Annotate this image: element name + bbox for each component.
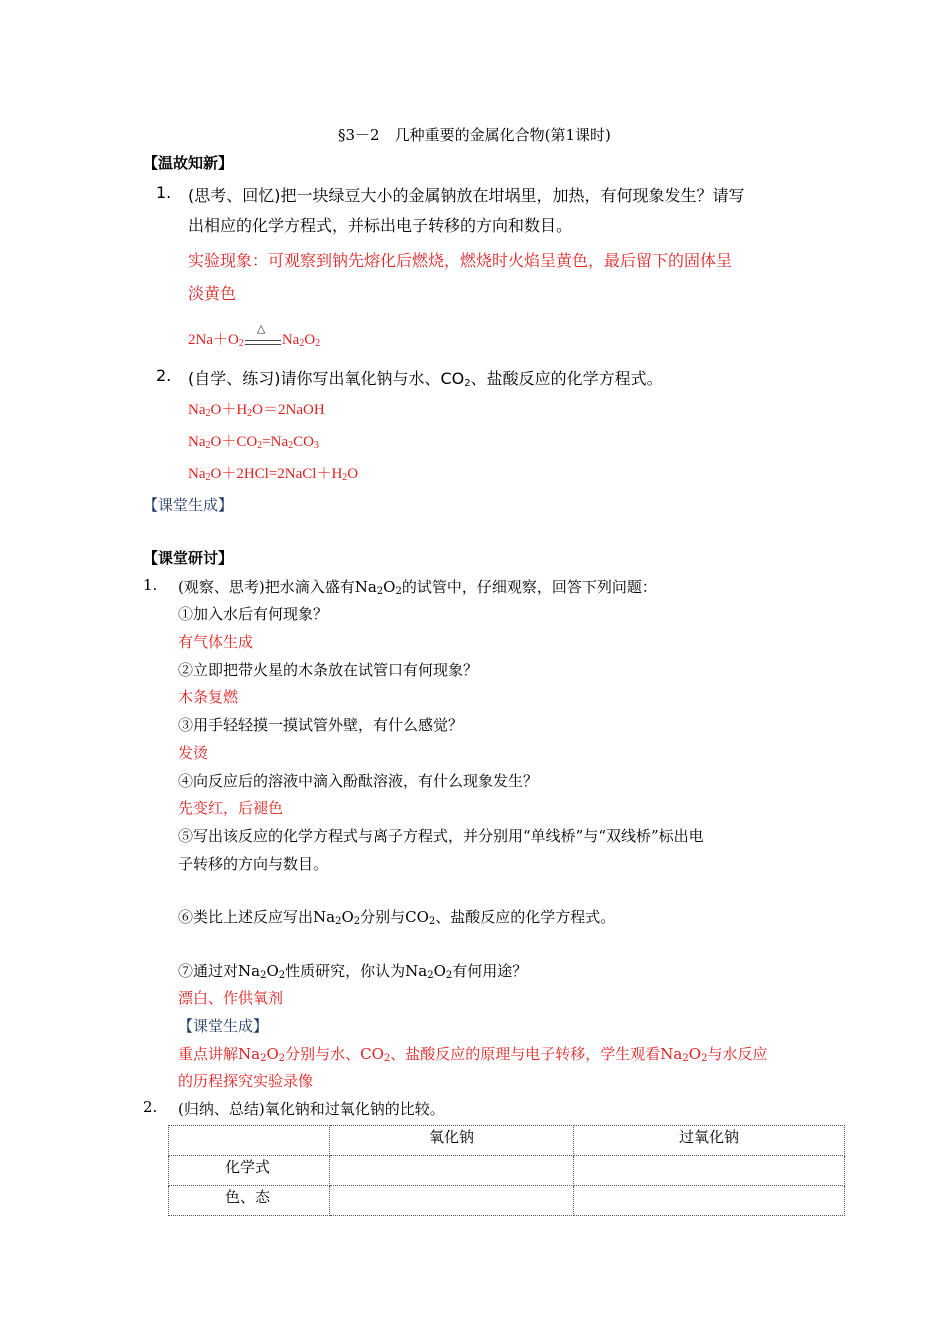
table-cell: 色、态 bbox=[169, 1186, 330, 1216]
table-cell bbox=[330, 1156, 574, 1186]
table-header-cell: 过氧化钠 bbox=[574, 1126, 845, 1156]
focus-line-1: 重点讲解$Na_2O_2$分别与水、$CO_2$、盐酸反应的原理与电子转移，学生观看$Na_2O_2$与水反应 bbox=[178, 1045, 768, 1064]
equation-na2o-co2: $Na_2O+CO_2=Na_2CO_3$ bbox=[188, 434, 319, 451]
review-q1-line2: 出相应的化学方程式，并标出电子转移的方向和数目。 bbox=[188, 216, 573, 235]
sub-answer-1: 有气体生成 bbox=[178, 633, 254, 651]
discussion-heading: 【课堂研讨】 bbox=[143, 549, 234, 567]
table-cell bbox=[574, 1156, 845, 1186]
sub-question-5-line2: 子转移的方向与数目。 bbox=[178, 855, 329, 873]
table-header-cell bbox=[169, 1126, 330, 1156]
table-cell bbox=[574, 1186, 845, 1216]
table-row bbox=[169, 1186, 845, 1216]
equation-sodium-oxygen: $2Na+O_2$ △ $Na_2O_2$ bbox=[188, 322, 321, 349]
sub-question-3: ③用手轻轻摸一摸试管外壁，有什么感觉？ bbox=[178, 716, 464, 734]
review-q2-text: (自学、练习)请你写出氧化钠与水、$CO_2$、盐酸反应的化学方程式。 bbox=[188, 369, 663, 389]
review-a1-line1: 实验现象：可观察到钠先熔化后燃烧，燃烧时火焰呈黄色，最后留下的固体呈 bbox=[188, 251, 733, 270]
sub-question-4: ④向反应后的溶液中滴入酚酞溶液，有什么现象发生？ bbox=[178, 772, 539, 790]
sub-answer-7: 漂白、作供氧剂 bbox=[178, 989, 284, 1007]
sub-question-5-line1: ⑤写出该反应的化学方程式与离子方程式，并分别用“单线桥”与“双线桥”标出电 bbox=[178, 827, 704, 845]
discussion-q1-text: (观察、思考)把水滴入盛有$Na_2O_2$的试管中，仔细观察，回答下列问题： bbox=[178, 578, 657, 597]
sub-question-2: ②立即把带火星的木条放在试管口有何现象？ bbox=[178, 661, 479, 679]
page-title: §3－2 几种重要的金属化合物(第1课时) bbox=[338, 126, 611, 144]
heat-equals-sign: △ bbox=[245, 334, 281, 348]
sub-answer-3: 发烫 bbox=[178, 744, 209, 762]
review-q1-number: 1. bbox=[156, 183, 172, 202]
class-generation-heading-2: 【课堂生成】 bbox=[178, 1017, 269, 1035]
equation-na2o-water: $Na_2O+H_2O=2NaOH$ bbox=[188, 402, 325, 419]
sub-question-1: ①加入水后有何现象？ bbox=[178, 605, 329, 623]
table-cell: 化学式 bbox=[169, 1156, 330, 1186]
discussion-q2-text: (归纳、总结)氧化钠和过氧化钠的比较。 bbox=[178, 1100, 445, 1118]
focus-line-2: 的历程探究实验录像 bbox=[178, 1072, 314, 1090]
class-generation-heading-1: 【课堂生成】 bbox=[143, 496, 234, 514]
equation-na2o-hcl: $Na_2O+2HCl=2NaCl+H_2O$ bbox=[188, 466, 359, 483]
table-header-cell: 氧化钠 bbox=[330, 1126, 574, 1156]
table-header-row bbox=[169, 1126, 845, 1156]
discussion-q1-number: 1. bbox=[143, 576, 158, 594]
comparison-table bbox=[168, 1125, 845, 1216]
sub-question-6: ⑥类比上述反应写出$Na_2O_2$分别与$CO_2$、盐酸反应的化学方程式。 bbox=[178, 908, 616, 927]
review-q2-number: 2. bbox=[156, 366, 172, 385]
review-a1-line2: 淡黄色 bbox=[188, 284, 237, 303]
table-cell bbox=[330, 1186, 574, 1216]
review-q1-line1: (思考、回忆)把一块绿豆大小的金属钠放在坩埚里，加热，有何现象发生？请写 bbox=[188, 186, 745, 205]
discussion-q2-number: 2. bbox=[143, 1098, 158, 1116]
sub-question-7: ⑦通过对$Na_2O_2$性质研究，你认为$Na_2O_2$有何用途？ bbox=[178, 962, 528, 981]
table-row bbox=[169, 1156, 845, 1186]
sub-answer-2: 木条复燃 bbox=[178, 688, 239, 706]
review-heading: 【温故知新】 bbox=[143, 154, 234, 172]
sub-answer-4: 先变红，后褪色 bbox=[178, 799, 284, 817]
